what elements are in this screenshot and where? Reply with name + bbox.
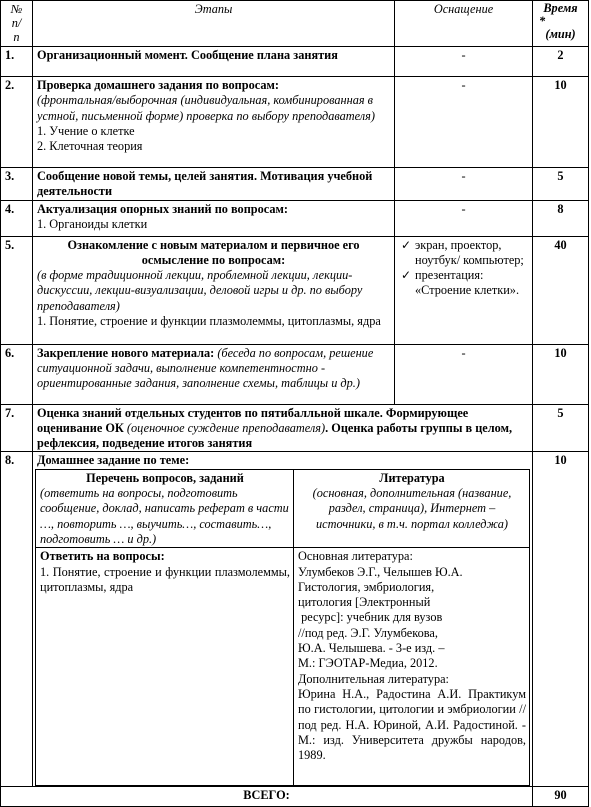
row-number: 8. [1, 452, 33, 787]
table-row [1, 168, 589, 201]
row-title: Оценка знаний отдельных студентов по пятибалльной шкале. Формирующее оценивание ОК [37, 405, 469, 435]
table-row [1, 236, 589, 344]
table-row [1, 344, 589, 404]
literature-heading: Литература [379, 470, 445, 485]
literature-line: цитология [Электронный [298, 595, 431, 610]
row-number: 4. [1, 200, 33, 236]
equipment-item: ✓ экран, проектор, ноутбук/ компьютер; [415, 238, 528, 269]
num-header-line: п [13, 30, 20, 44]
literature-line: Ю.А. Челышева. - 3-е изд. – [298, 641, 445, 656]
row-equipment: - [395, 200, 533, 236]
equipment-list [399, 238, 528, 299]
literature-line: ресурс]: учебник для вузов [298, 610, 443, 625]
time-header [533, 1, 589, 47]
literature-line: М.: ГЭОТАР-Медиа, 2012. [298, 656, 438, 671]
row-equipment: - [395, 168, 533, 201]
row-title: Ознакомление с новым материалом и первичное его осмысление по вопросам: [67, 237, 360, 267]
row-number: 7. [1, 404, 33, 452]
row-time: 40 [533, 236, 589, 344]
row-item: 1. Учение о клетке [37, 123, 135, 138]
table-row [1, 200, 589, 236]
equipment-item: ✓ презентация: «Строение клетки». [415, 268, 528, 299]
row-title: Проверка домашнего задания по вопросам: [37, 78, 279, 92]
row-title: Актуализация опорных знаний по вопросам: [37, 201, 289, 216]
question-item: 1. Понятие, строение и функции плазмолеммы, цитоплазмы, ядра [40, 564, 290, 594]
row-content [33, 344, 395, 404]
total-value: 90 [533, 787, 589, 807]
row-item: 2. Клеточная теория [37, 139, 143, 154]
row-description: (фронтальная/выборочная (индивидуальная, комбинированная в устной, письменной форме) проверка по выбору преподавателя) [37, 93, 375, 123]
row-number: 3. [1, 168, 33, 201]
time-header-line: * [539, 14, 546, 28]
row-content [33, 452, 533, 787]
row-time: 10 [533, 452, 589, 787]
questions-heading: Ответить на вопросы: [40, 549, 165, 564]
row-title-cont: . Оценка работы группы в целом, рефлексия, подведение итогов занятия [37, 420, 513, 451]
row-content [33, 77, 395, 168]
homework-tasks-header [36, 469, 294, 547]
row-number: 5. [1, 236, 33, 344]
row-time: 2 [533, 47, 589, 77]
row-title: Организационный момент. Сообщение плана занятия [33, 47, 395, 77]
row-number: 1. [1, 47, 33, 77]
table-row [1, 77, 589, 168]
literature-line: Гистология, эмбриология, [298, 579, 435, 594]
row-title: Сообщение новой темы, целей занятия. Мотивация учебной деятельности [33, 168, 395, 201]
table-row [1, 47, 589, 77]
homework-table [35, 469, 530, 786]
homework-literature-header [294, 469, 530, 547]
num-header-line: № [10, 2, 23, 16]
row-item: 1. Понятие, строение и функции плазмолеммы, цитоплазмы, ядра [37, 314, 381, 329]
row-title: Домашнее задание по теме: [37, 453, 190, 468]
literature-line: //под ред. Э.Г. Улумбекова, [298, 625, 438, 640]
num-header-line: п/ [11, 16, 22, 30]
row-equipment: - [395, 344, 533, 404]
additional-literature-heading: Дополнительная литература: [298, 671, 449, 686]
row-description: (беседа по вопросам, решение ситуационной задачи, выполнение компетентностно - ориентированные задания, заполнение схемы, таблицы и др.) [37, 345, 374, 391]
homework-literature [294, 548, 530, 786]
row-time: 5 [533, 168, 589, 201]
time-header-line: Время [543, 1, 578, 15]
row-equipment [395, 236, 533, 344]
homework-content-row [36, 548, 530, 786]
row-time: 8 [533, 200, 589, 236]
stages-header: Этапы [33, 1, 395, 47]
equipment-header: Оснащение [395, 1, 533, 47]
row-time: 5 [533, 404, 589, 452]
row-equipment: - [395, 47, 533, 77]
table-row [1, 404, 589, 452]
row-content [33, 200, 395, 236]
row-content [33, 404, 533, 452]
tasks-heading: Перечень вопросов, заданий [86, 470, 244, 485]
tasks-subheading: (ответить на вопросы, подготовить сообщение, доклад, написать реферат в части …, повторить …, выучить…, составить…, подготовить … и др.) [40, 486, 289, 546]
main-literature-heading: Основная литература: [298, 549, 413, 564]
row-number: 6. [1, 344, 33, 404]
literature-line: Улумбеков Э.Г., Челышев Ю.А. [298, 564, 463, 579]
header-row [1, 1, 589, 47]
additional-literature-text: Юрина Н.А., Радостина А.И. Практикум по гистологии, цитологии и эмбриологии // под ред. Н.А. Юриной, А.И. Радостиной. - М.: изд. Университета дружбы народов, 1989. [298, 686, 526, 763]
homework-header-row [36, 469, 530, 547]
time-header-line: (мин) [545, 27, 576, 41]
table-row [1, 452, 589, 787]
row-note: (оценочное суждение преподавателя) [126, 420, 326, 435]
total-row [1, 787, 589, 807]
row-item: 1. Органоиды клетки [37, 216, 148, 231]
literature-subheading: (основная, дополнительная (название, раздел, страница), Интернет – источники, в т.ч. портал колледжа) [312, 486, 512, 531]
row-time: 10 [533, 344, 589, 404]
num-header [1, 1, 33, 47]
row-title: Закрепление нового материала: [37, 345, 215, 360]
row-number: 2. [1, 77, 33, 168]
homework-tasks [36, 548, 294, 786]
row-content [33, 236, 395, 344]
row-time: 10 [533, 77, 589, 168]
total-label: ВСЕГО: [1, 787, 533, 807]
row-description: (в форме традиционной лекции, проблемной лекции, лекции-дискуссии, лекции-визуализации, деловой игры и др. по выбору преподавателя) [37, 268, 363, 313]
row-equipment: - [395, 77, 533, 168]
